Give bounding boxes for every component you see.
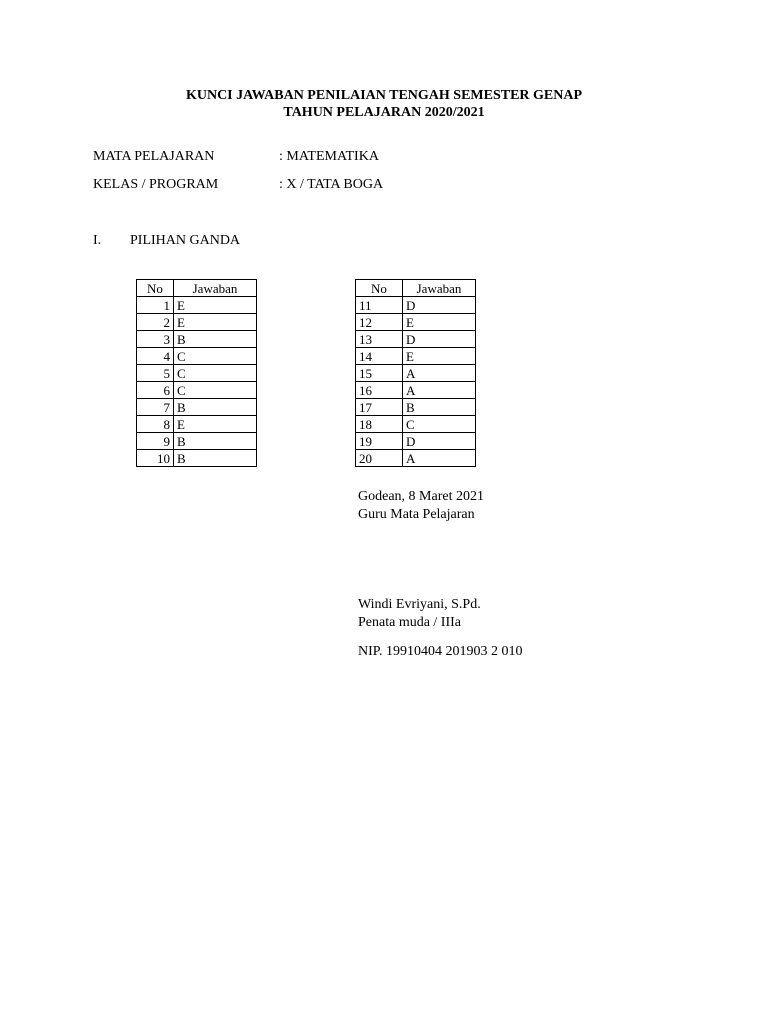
answer-number: 7: [137, 399, 174, 416]
table-row: [137, 399, 257, 416]
answer-letter: A: [403, 382, 476, 399]
signature-role: Guru Mata Pelajaran: [358, 507, 475, 522]
answer-letter: D: [403, 433, 476, 450]
answer-letter: A: [403, 365, 476, 382]
table-row: [137, 297, 257, 314]
answer-table-right-body: [356, 297, 476, 467]
class-label: KELAS / PROGRAM: [93, 177, 219, 192]
document-title: KUNCI JAWABAN PENILAIAN TENGAH SEMESTER GENAP: [185, 88, 583, 103]
table-row: [356, 297, 476, 314]
signature-rank: Penata muda / IIIa: [358, 615, 462, 630]
answer-number: 13: [356, 331, 403, 348]
table-row: [137, 382, 257, 399]
answer-number: 1: [137, 297, 174, 314]
answer-number: 17: [356, 399, 403, 416]
answer-letter: B: [403, 399, 476, 416]
table-header-row: [137, 280, 257, 297]
table-row: [356, 331, 476, 348]
answer-number: 5: [137, 365, 174, 382]
subject-label: MATA PELAJARAN: [93, 149, 215, 164]
answer-letter: B: [174, 331, 257, 348]
answer-number: 14: [356, 348, 403, 365]
table-row: [356, 348, 476, 365]
table-row: [356, 399, 476, 416]
header-answer: Jawaban: [403, 280, 476, 297]
answer-letter: C: [403, 416, 476, 433]
document-subtitle: TAHUN PELAJARAN 2020/2021: [283, 105, 485, 120]
table-row: [356, 450, 476, 467]
table-row: [356, 365, 476, 382]
answer-number: 10: [137, 450, 174, 467]
signature-name: Windi Evriyani, S.Pd.: [358, 597, 481, 612]
answer-number: 19: [356, 433, 403, 450]
table-row: [137, 416, 257, 433]
answer-number: 6: [137, 382, 174, 399]
answer-letter: D: [403, 331, 476, 348]
section-number: I.: [93, 233, 102, 248]
table-row: [137, 314, 257, 331]
section-title: PILIHAN GANDA: [130, 233, 241, 248]
table-row: [137, 450, 257, 467]
answer-letter: E: [174, 297, 257, 314]
answer-number: 12: [356, 314, 403, 331]
answer-table-right: [355, 279, 476, 467]
answer-number: 9: [137, 433, 174, 450]
answer-table-left-body: [137, 297, 257, 467]
header-no: No: [356, 280, 403, 297]
table-row: [137, 433, 257, 450]
header-no: No: [137, 280, 174, 297]
answer-letter: C: [174, 382, 257, 399]
answer-number: 20: [356, 450, 403, 467]
class-value: : X / TATA BOGA: [279, 177, 384, 192]
table-row: [356, 382, 476, 399]
answer-letter: E: [174, 416, 257, 433]
answer-number: 16: [356, 382, 403, 399]
table-row: [137, 331, 257, 348]
table-row: [356, 433, 476, 450]
answer-letter: B: [174, 433, 257, 450]
answer-letter: D: [403, 297, 476, 314]
answer-number: 3: [137, 331, 174, 348]
answer-letter: B: [174, 450, 257, 467]
answer-letter: E: [174, 314, 257, 331]
answer-letter: B: [174, 399, 257, 416]
subject-value: : MATEMATIKA: [279, 149, 379, 164]
table-row: [137, 365, 257, 382]
answer-letter: C: [174, 348, 257, 365]
answer-letter: E: [403, 314, 476, 331]
answer-letter: C: [174, 365, 257, 382]
answer-letter: E: [403, 348, 476, 365]
table-header-row: [356, 280, 476, 297]
signature-place-date: Godean, 8 Maret 2021: [358, 489, 484, 504]
header-answer: Jawaban: [174, 280, 257, 297]
answer-letter: A: [403, 450, 476, 467]
table-row: [137, 348, 257, 365]
table-row: [356, 314, 476, 331]
answer-number: 8: [137, 416, 174, 433]
answer-number: 18: [356, 416, 403, 433]
answer-table-left: [136, 279, 257, 467]
answer-number: 15: [356, 365, 403, 382]
answer-number: 2: [137, 314, 174, 331]
table-row: [356, 416, 476, 433]
answer-number: 4: [137, 348, 174, 365]
signature-nip: NIP. 19910404 201903 2 010: [358, 644, 523, 659]
answer-number: 11: [356, 297, 403, 314]
